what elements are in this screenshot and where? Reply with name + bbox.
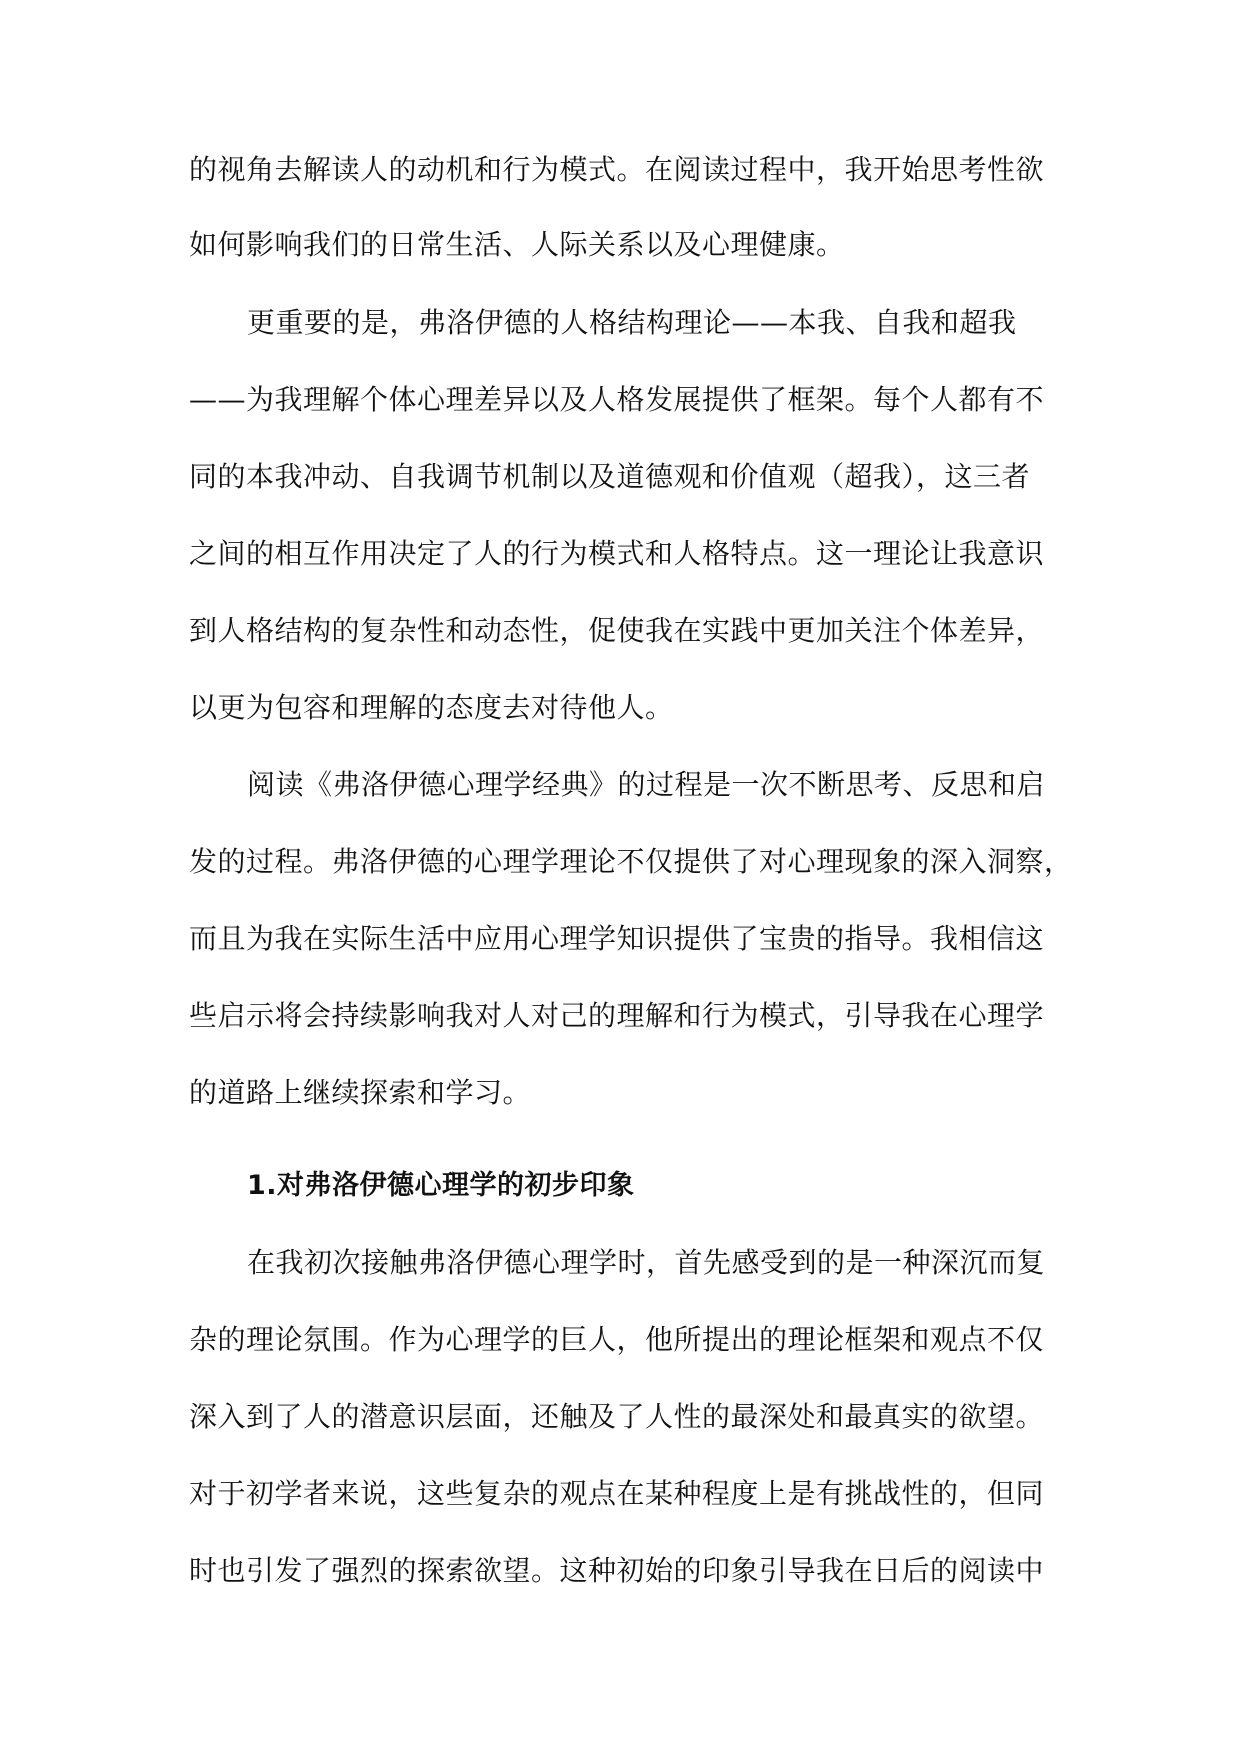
text-line: 杂的理论氛围。作为心理学的巨人，他所提出的理论框架和观点不仅 [189, 1323, 1045, 1356]
text-line: 对于初学者来说，这些复杂的观点在某种程度上是有挑战性的，但同 [189, 1477, 1045, 1510]
paragraph-start-line: 更重要的是，弗洛伊德的人格结构理论——本我、自我和超我 [247, 306, 1017, 339]
text-line: 同的本我冲动、自我调节机制以及道德观和价值观（超我），这三者 [189, 460, 1031, 493]
text-line: 些启示将会持续影响我对人对己的理解和行为模式，引导我在心理学 [189, 999, 1045, 1032]
text-line: ——为我理解个体心理差异以及人格发展提供了框架。每个人都有不 [189, 383, 1045, 416]
text-line: 的道路上继续探索和学习。 [189, 1076, 532, 1109]
text-line: 而且为我在实际生活中应用心理学知识提供了宝贵的指导。我相信这 [189, 922, 1045, 955]
text-line: 的视角去解读人的动机和行为模式。在阅读过程中，我开始思考性欲 [189, 153, 1045, 186]
text-line: 时也引发了强烈的探索欲望。这种初始的印象引导我在日后的阅读中 [189, 1554, 1045, 1587]
text-line: 到人格结构的复杂性和动态性，促使我在实践中更加关注个体差异， [189, 614, 1045, 647]
text-line: 如何影响我们的日常生活、人际关系以及心理健康。 [189, 228, 845, 261]
text-line: 发的过程。弗洛伊德的心理学理论不仅提供了对心理现象的深入洞察， [189, 845, 1073, 878]
paragraph-start-line: 阅读《弗洛伊德心理学经典》的过程是一次不断思考、反思和启 [247, 768, 1046, 801]
text-line: 深入到了人的潜意识层面，还触及了人性的最深处和最真实的欲望。 [189, 1400, 1045, 1433]
text-line: 以更为包容和理解的态度去对待他人。 [189, 691, 674, 724]
paragraph-start-line: 在我初次接触弗洛伊德心理学时，首先感受到的是一种深沉而复 [247, 1246, 1046, 1279]
section-heading: 1.对弗洛伊德心理学的初步印象 [247, 1170, 635, 1201]
text-line: 之间的相互作用决定了人的行为模式和人格特点。这一理论让我意识 [189, 537, 1045, 570]
